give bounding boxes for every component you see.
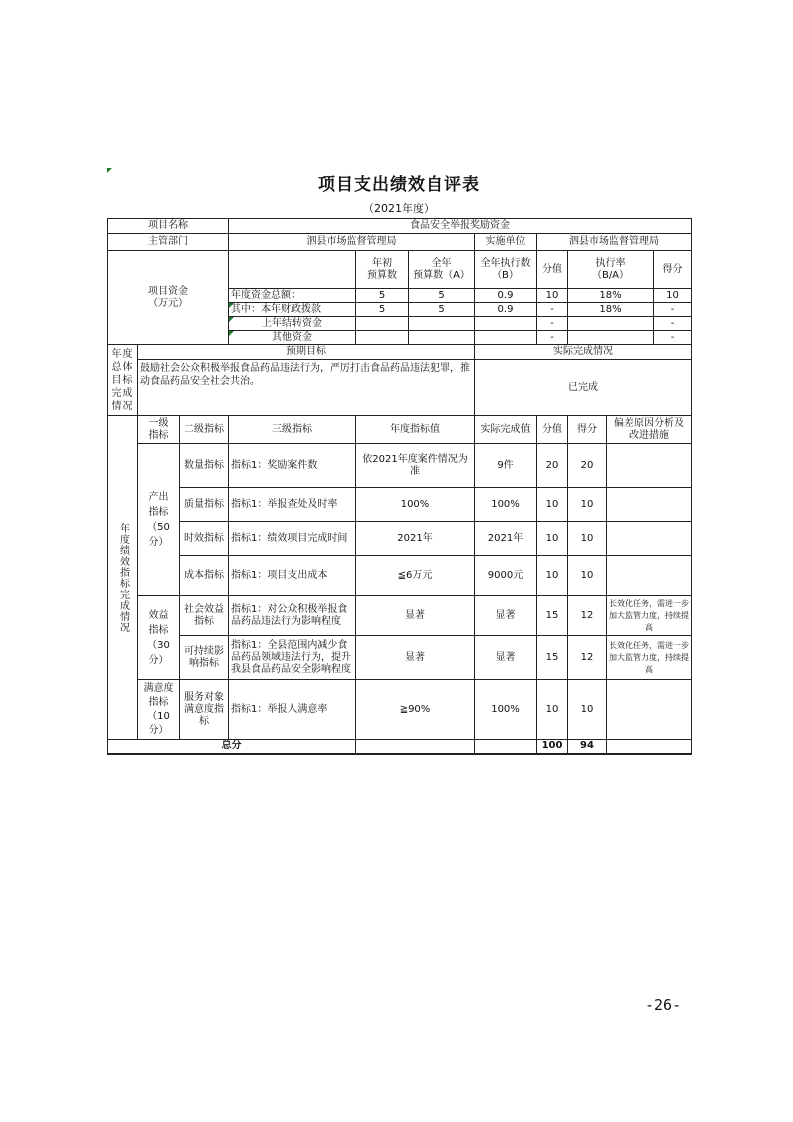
- funds-row-name-text: 其中：本年财政拨款: [231, 303, 321, 315]
- level3-cell: 指标1：对公众积极举报食品药品违法行为影响程度: [229, 596, 356, 636]
- score-val-cell: 15: [537, 596, 568, 636]
- note-cell: 长效化任务，需进一步加大监管力度，持续提高: [607, 636, 692, 680]
- funds-row-annual: 5: [409, 289, 475, 303]
- level3-cell: 指标1：举报查处及时率: [229, 488, 356, 522]
- ind-header-level3: 三级指标: [229, 416, 356, 444]
- cell-marker-icon: [229, 303, 234, 308]
- funds-row-exec: 0.9: [475, 303, 537, 317]
- funds-row-name-text: 其他资金: [272, 331, 312, 343]
- funds-row-name: [229, 317, 356, 331]
- target-cell: 2021年: [356, 522, 475, 556]
- total-label: 总分: [108, 740, 356, 754]
- indicator-row: [108, 488, 692, 522]
- funds-row-annual: 5: [409, 303, 475, 317]
- funds-row-name: 年度资金总额：: [229, 289, 356, 303]
- ind-header-actual: 实际完成值: [475, 416, 537, 444]
- funds-row-initial: 5: [356, 289, 409, 303]
- dept-value: 泗县市场监督管理局: [229, 234, 475, 251]
- level2-cell: 成本指标: [180, 556, 229, 596]
- indicators-section-label: [108, 416, 138, 740]
- note-cell: 长效化任务，需进一步加大监管力度，持续提高: [607, 596, 692, 636]
- page-number: -26-: [645, 996, 682, 1014]
- note-cell: [607, 444, 692, 488]
- funds-row-score-val: -: [537, 303, 568, 317]
- expected-text: 鼓励社会公众积极举报食品药品违法行为，严厉打击食品药品违法犯罪，推动食品药品安全社会共治。: [138, 360, 475, 416]
- funds-row-score: -: [654, 303, 692, 317]
- impl-value: 泗县市场监督管理局: [537, 234, 692, 251]
- actual-label: 实际完成情况: [475, 345, 692, 360]
- funds-header-score: 得分: [654, 251, 692, 289]
- funds-row-score-val: -: [537, 331, 568, 345]
- project-name-label: 项目名称: [108, 219, 229, 234]
- actual-cell: 9件: [475, 444, 537, 488]
- target-cell: 依2021年度案件情况为准: [356, 444, 475, 488]
- score-cell: 12: [568, 596, 607, 636]
- cell-marker-icon: [229, 317, 234, 322]
- total-blank-3: [607, 740, 692, 754]
- note-cell: [607, 522, 692, 556]
- funds-row-initial: 5: [356, 303, 409, 317]
- level2-cell: 服务对象满意度指标: [180, 680, 229, 740]
- funds-row-annual: [409, 331, 475, 345]
- target-cell: 显著: [356, 636, 475, 680]
- total-score-val: 100: [537, 740, 568, 754]
- actual-cell: 显著: [475, 636, 537, 680]
- actual-cell: 100%: [475, 680, 537, 740]
- level1-output-text: 产出指标（50分）: [147, 491, 170, 548]
- score-val-cell: 15: [537, 636, 568, 680]
- funds-row-score: -: [654, 317, 692, 331]
- score-val-cell: 10: [537, 522, 568, 556]
- funds-row-exec: [475, 317, 537, 331]
- score-val-cell: 10: [537, 680, 568, 740]
- ind-header-score: 得分: [568, 416, 607, 444]
- overall-label: [108, 345, 138, 416]
- score-cell: 12: [568, 636, 607, 680]
- actual-cell: 2021年: [475, 522, 537, 556]
- level3-cell: 指标1：项目支出成本: [229, 556, 356, 596]
- funds-row-exec: [475, 331, 537, 345]
- funds-header-annual: 全年 预算数（A）: [409, 251, 475, 289]
- funds-row-score: 10: [654, 289, 692, 303]
- funds-row-rate: 18%: [568, 303, 654, 317]
- note-cell: [607, 488, 692, 522]
- impl-label: 实施单位: [475, 234, 537, 251]
- indicator-row: [108, 680, 692, 740]
- level3-cell: 指标1：举报人满意率: [229, 680, 356, 740]
- level1-satisfaction-text: 满意度指标（10分）: [143, 682, 174, 736]
- funds-header-exec: 全年执行数（B）: [475, 251, 537, 289]
- cell-marker-icon: [107, 168, 112, 173]
- level3-cell: 指标1：奖励案件数: [229, 444, 356, 488]
- funds-row-rate: [568, 331, 654, 345]
- note-cell: [607, 556, 692, 596]
- indicator-row: [108, 556, 692, 596]
- funds-header-rate: 执行率 （B/A）: [568, 251, 654, 289]
- score-cell: 20: [568, 444, 607, 488]
- funds-label: 项目资金 （万元）: [108, 251, 229, 345]
- score-cell: 10: [568, 488, 607, 522]
- actual-cell: 100%: [475, 488, 537, 522]
- level2-cell: 社会效益指标: [180, 596, 229, 636]
- cell-marker-icon: [229, 331, 234, 336]
- target-cell: 100%: [356, 488, 475, 522]
- funds-row-rate: 18%: [568, 289, 654, 303]
- score-cell: 10: [568, 680, 607, 740]
- level2-cell: 时效指标: [180, 522, 229, 556]
- target-cell: ≧90%: [356, 680, 475, 740]
- funds-header-blank: [229, 251, 356, 289]
- funds-row-initial: [356, 317, 409, 331]
- score-cell: 10: [568, 522, 607, 556]
- note-cell: [607, 680, 692, 740]
- funds-row-score-val: 10: [537, 289, 568, 303]
- ind-header-target: 年度指标值: [356, 416, 475, 444]
- total-blank-2: [475, 740, 537, 754]
- expected-label: 预期目标: [138, 345, 475, 360]
- indicators-section-label-text: 年度绩效指标完成情况: [117, 522, 129, 633]
- actual-text: 已完成: [475, 360, 692, 416]
- level2-cell: 数量指标: [180, 444, 229, 488]
- funds-header-initial: 年初 预算数: [356, 251, 409, 289]
- funds-header-score-val: 分值: [537, 251, 568, 289]
- level2-cell: 可持续影响指标: [180, 636, 229, 680]
- target-cell: ≦6万元: [356, 556, 475, 596]
- total-blank-1: [356, 740, 475, 754]
- funds-row-name-text: 上年结转资金: [262, 317, 322, 329]
- actual-cell: 显著: [475, 596, 537, 636]
- dept-label: 主管部门: [108, 234, 229, 251]
- total-score: 94: [568, 740, 607, 754]
- indicator-row: [108, 596, 692, 636]
- target-cell: 显著: [356, 596, 475, 636]
- page-title: 项目支出绩效自评表: [318, 175, 480, 195]
- level1-benefit: [138, 596, 180, 680]
- overall-label-text: 年度总体目标完成情况: [111, 348, 134, 412]
- level1-satisfaction: [138, 680, 180, 740]
- funds-row-rate: [568, 317, 654, 331]
- level2-cell: 质量指标: [180, 488, 229, 522]
- level3-cell: 指标1：绩效项目完成时间: [229, 522, 356, 556]
- funds-row-score-val: -: [537, 317, 568, 331]
- funds-row-exec: 0.9: [475, 289, 537, 303]
- evaluation-table: [107, 218, 692, 755]
- ind-header-level1: 一级 指标: [138, 416, 180, 444]
- funds-row-score: -: [654, 331, 692, 345]
- ind-header-score-val: 分值: [537, 416, 568, 444]
- score-val-cell: 10: [537, 556, 568, 596]
- score-val-cell: 10: [537, 488, 568, 522]
- ind-header-note: 偏差原因分析及 改进措施: [607, 416, 692, 444]
- indicator-row: [108, 444, 692, 488]
- page-subtitle: （2021年度）: [363, 202, 435, 215]
- funds-row-name: [229, 303, 356, 317]
- indicator-row: [108, 522, 692, 556]
- level1-output: [138, 444, 180, 596]
- level3-cell: 指标1：全县范围内减少食品药品领域违法行为，提升我县食品药品安全影响程度: [229, 636, 356, 680]
- ind-header-level2: 二级指标: [180, 416, 229, 444]
- funds-row-initial: [356, 331, 409, 345]
- actual-cell: 9000元: [475, 556, 537, 596]
- score-cell: 10: [568, 556, 607, 596]
- score-val-cell: 20: [537, 444, 568, 488]
- funds-row-name: [229, 331, 356, 345]
- level1-benefit-text: 效益指标（30分）: [147, 609, 170, 666]
- funds-row-annual: [409, 317, 475, 331]
- indicator-row: [108, 636, 692, 680]
- project-name-value: 食品安全举报奖励资金: [229, 219, 692, 234]
